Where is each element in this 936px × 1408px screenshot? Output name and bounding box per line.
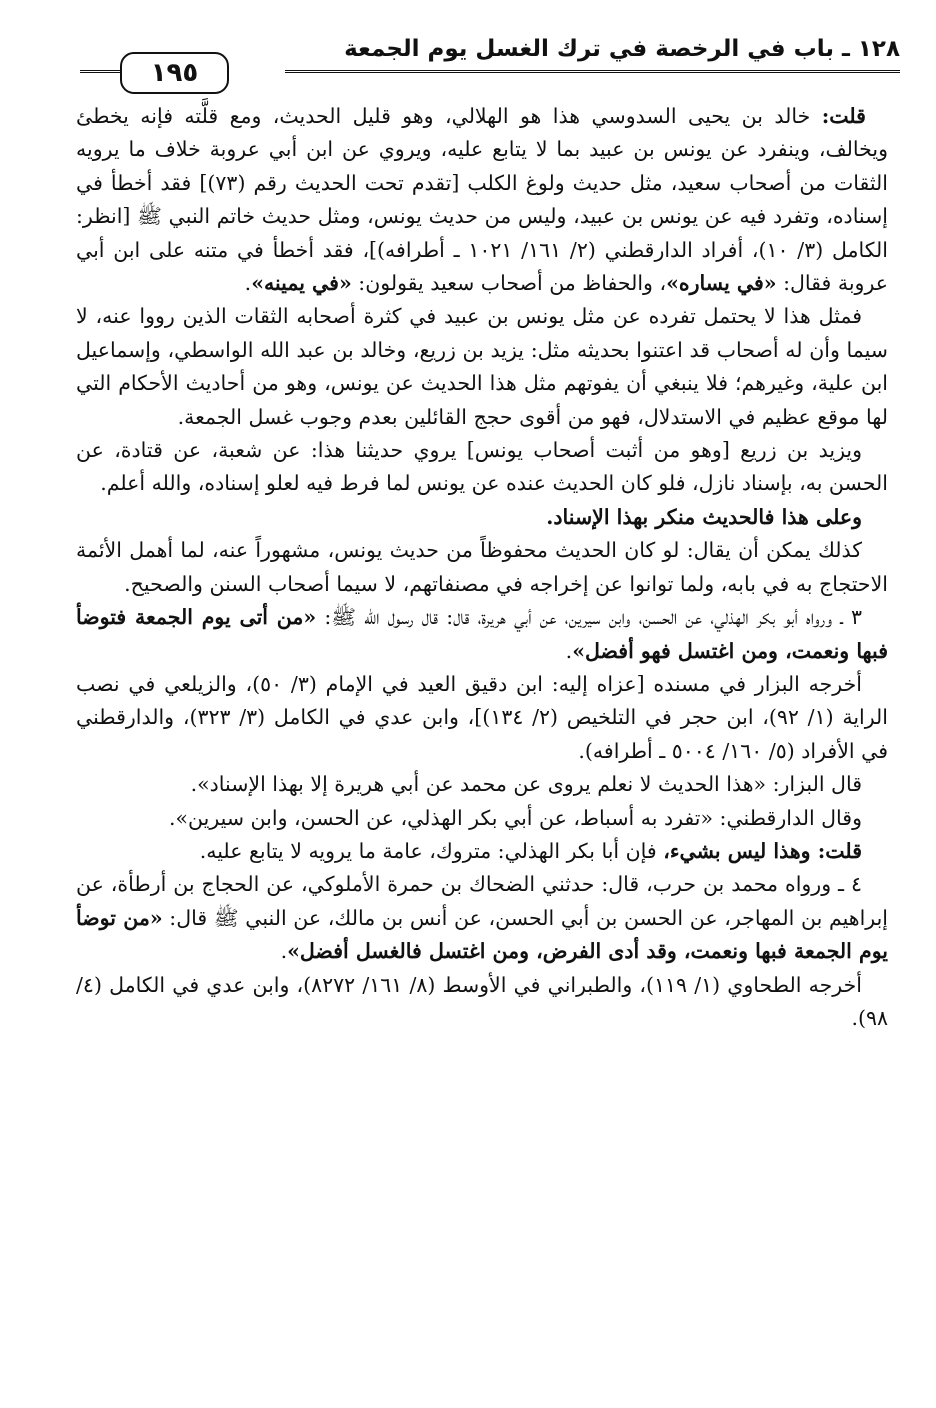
paragraph: قلت: خالد بن يحيى السدوسي هذا هو الهلالي، وهو قليل الحديث، ومع قلَّته فإنه يخطئ ويخالف، وينفرد عن يونس بن عبيد بما لا يتابع عليه، ويروي عن ابن أبي عروبة خلاف ما يرويه الثقات من أصحاب سعيد، مثل حديث ولوغ الكلب [تقدم تحت الحديث رقم (٧٣)] فقد أخطأ في إسناده، وتفرد فيه عن يونس بن عبيد، وليس من حديث يونس، ومثل حديث خاتم النبي ﷺ [انظر: الكامل (٣/ ١٠)، أفراد الدارقطني (٢/ ١٦١/ ١٠٢١ ـ أطرافه)]، فقد أخطأ في متنه على ابن أبي عروبة فقال: «في يساره»، والحفاظ من أصحاب سعيد يقولون: «في يمينه». bbox=[76, 104, 888, 296]
page-header bbox=[80, 30, 900, 94]
paragraph: قلت: وهذا ليس بشيء، فإن أبا بكر الهذلي: متروك، عامة ما يرويه لا يتابع عليه. bbox=[199, 838, 862, 863]
paragraph: فمثل هذا لا يحتمل تفرده عن مثل يونس بن عبيد في كثرة أصحابه الثقات الذين رووا عنه، لا سيما وأن له أصحاب قد اعتنوا بحديثه مثل: يزيد بن زريع، وخالد بن عبد الله الواسطي، وإسماعيل ابن علية، وغيرهم؛ فلا ينبغي أن يفوتهم مثل هذا الحديث عن يونس، وهو من أحاديث الأحكام التي لها موقع عظيم في الاستدلال، فهو من أقوى حجج القائلين بعدم وجوب غسل الجمعة. bbox=[76, 304, 888, 429]
chapter-title: ١٢٨ ـ باب في الرخصة في ترك الغسل يوم الجمعة bbox=[344, 36, 900, 62]
page-number-badge: ١٩٥ bbox=[120, 52, 229, 94]
paragraph-conclusion: وعلى هذا فالحديث منكر بهذا الإسناد. bbox=[546, 504, 862, 529]
header-rule-left bbox=[80, 70, 120, 73]
paragraph: ٤ ـ ورواه محمد بن حرب، قال: حدثني الضحاك بن حمرة الأملوكي، عن الحجاج بن أرطأة، عن إبراهيم بن المهاجر، عن الحسن بن أبي الحسن، عن أنس بن مالك، عن النبي ﷺ قال: «من توضأ يوم الجمعة فبها ونعمت، وقد أدى الفرض، ومن اغتسل فالغسل أفضل». bbox=[76, 872, 889, 964]
paragraph: وقال الدارقطني: «تفرد به أسباط، عن أبي بكر الهذلي، عن الحسن، وابن سيرين». bbox=[169, 805, 862, 830]
paragraph: ٣ ـ ورواه أبو بكر الهذلي، عن الحسن، وابن سيرين، عن أبي هريرة، قال: قال رسول الله ﷺ: «من أتى يوم الجمعة فتوضأ فبها ونعمت، ومن اغتسل فهو أفضل». bbox=[76, 605, 888, 663]
paragraph: أخرجه الطحاوي (١/ ١١٩)، والطبراني في الأوسط (٨/ ١٦١/ ٨٢٧٢)، وابن عدي في الكامل (٤/ ٩٨). bbox=[76, 972, 888, 1030]
paragraph-lead: قلت: وهذا ليس بشيء، bbox=[663, 838, 862, 863]
quoted-text: «في يساره» bbox=[666, 271, 777, 296]
paragraph: قال البزار: «هذا الحديث لا نعلم يروى عن محمد عن أبي هريرة إلا بهذا الإسناد». bbox=[190, 772, 862, 797]
header-rule bbox=[285, 70, 900, 73]
paragraph: أخرجه البزار في مسنده [عزاه إليه: ابن دقيق العيد في الإمام (٣/ ٥٠)، والزيلعي في نصب الراية (١/ ٩٢)، ابن حجر في التلخيص (٢/ ١٣٤)]، وابن عدي في الكامل (٣/ ٣٢٣)، والدارقطني في الأفراد (٥/ ١٦٠/ ٥٠٠٤ ـ أطرافه). bbox=[76, 671, 888, 763]
paragraph: كذلك يمكن أن يقال: لو كان الحديث محفوظاً من حديث يونس، مشهوراً عنه، لما أهمل الأئمة الاحتجاج به في بابه، ولما توانوا عن إخراجه في مصنفاتهم، لا سيما أصحاب السنن والصحيح. bbox=[76, 538, 888, 596]
quoted-text: «في يمينه» bbox=[251, 271, 352, 296]
page-body bbox=[76, 100, 888, 1035]
paragraph-lead: قلت: bbox=[821, 104, 866, 128]
hadith-text: «من أتى يوم الجمعة فتوضأ فبها ونعمت، ومن اغتسل فهو أفضل» bbox=[76, 605, 888, 663]
hadith-text: «من توضأ يوم الجمعة فبها ونعمت، وقد أدى الفرض، ومن اغتسل فالغسل أفضل» bbox=[76, 905, 888, 964]
paragraph: ويزيد بن زريع [وهو من أثبت أصحاب يونس] يروي حديثنا هذا: عن شعبة، عن قتادة، عن الحسن به، بإسناد نازل، فلو كان الحديث عنده عن يونس لما فرط فيه لعلو إسناده، والله أعلم. bbox=[76, 438, 888, 496]
